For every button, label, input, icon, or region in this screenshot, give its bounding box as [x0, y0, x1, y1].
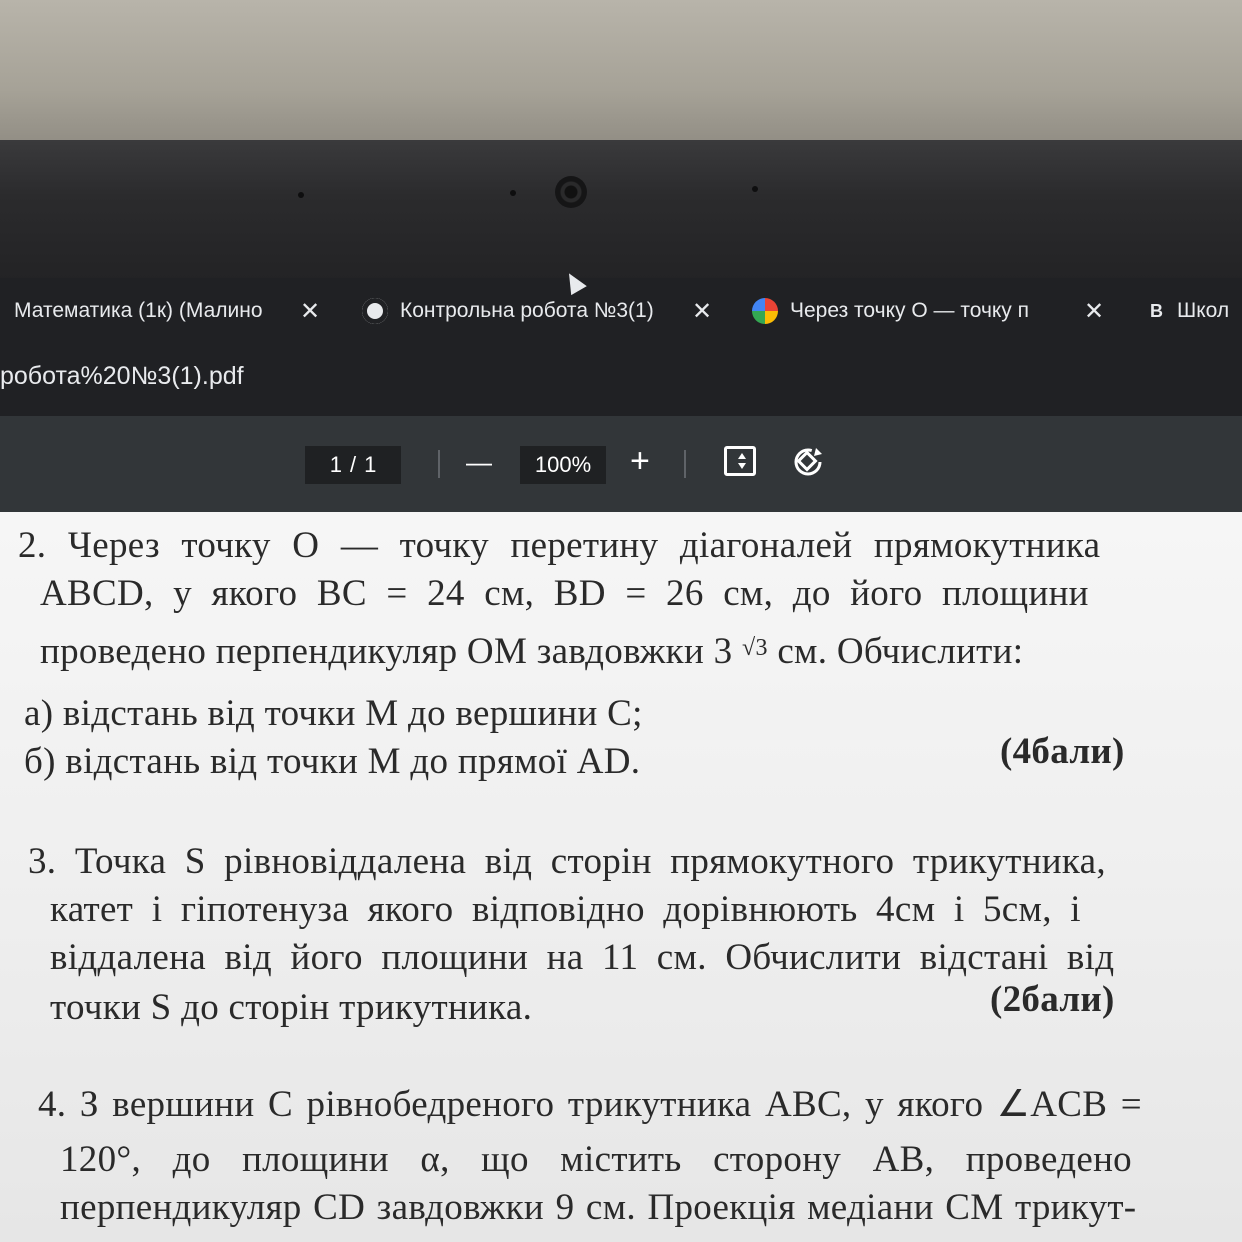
divider — [438, 450, 440, 478]
problem-3-points: (2бали) — [990, 979, 1115, 1020]
zoom-level[interactable]: 100% — [520, 446, 606, 484]
sqrt-expression: √3 — [741, 635, 768, 661]
close-icon[interactable]: ✕ — [1084, 297, 1105, 325]
tab-school[interactable] — [1150, 288, 1242, 334]
problem-2-line-1: 2. Через точку О — точку перетину діагоналей прямокутника — [18, 525, 1101, 566]
problem-2-line-3-text: проведено перпендикуляр ОМ завдовжки 3 — [40, 631, 733, 672]
laptop-bezel — [0, 140, 1242, 280]
sensor-dot — [752, 186, 758, 192]
webcam-icon — [555, 176, 587, 208]
page-current: 1 — [329, 452, 342, 477]
b-icon: B — [1150, 300, 1163, 321]
page-total: 1 — [364, 452, 377, 477]
tab-label: Контрольна робота №3(1) — [400, 299, 654, 322]
problem-2-item-b: б) відстань від точки М до прямої AD. — [24, 741, 641, 782]
browser-tab-bar — [0, 278, 1242, 342]
divider — [684, 450, 686, 478]
pdf-page — [0, 512, 1242, 1242]
close-icon[interactable]: ✕ — [692, 297, 713, 325]
problem-2-line-3 — [40, 630, 1023, 673]
tab-control-work[interactable] — [362, 288, 722, 334]
problem-3-line-3: віддалена від його площини на 11 см. Обчислити відстані від — [50, 937, 1115, 978]
wall-background — [0, 0, 1242, 150]
zoom-in-button[interactable]: + — [630, 442, 650, 480]
sensor-dot — [298, 192, 304, 198]
problem-2-item-a: а) відстань від точки М до вершини С; — [24, 693, 643, 734]
problem-2-line-2: ABCD, у якого BC = 24 см, BD = 26 см, до його площини — [40, 573, 1089, 614]
sensor-dot — [510, 190, 516, 196]
rotate-icon[interactable] — [790, 444, 826, 480]
pdf-toolbar — [0, 416, 1242, 512]
tab-label: Через точку О — точку п — [790, 299, 1030, 322]
problem-2-line-3-tail: см. Обчислити: — [777, 631, 1024, 672]
problem-4-line-1: 4. З вершини С рівнобедреного трикутника АВС, у якого ∠ACB = — [38, 1084, 1142, 1125]
problem-4-line-2: 120°, до площини α, що містить сторону АВ, проведено — [60, 1139, 1132, 1180]
page-separator: / — [349, 452, 357, 477]
fit-page-icon[interactable] — [724, 446, 756, 476]
zoom-out-button[interactable]: — — [466, 447, 492, 477]
close-icon[interactable]: ✕ — [300, 297, 321, 325]
globe-icon — [362, 298, 388, 324]
problem-3-line-4: точки S до сторін трикутника. — [50, 987, 533, 1028]
page-indicator[interactable] — [305, 446, 401, 484]
tab-label: Математика (1к) (Малино — [14, 299, 263, 322]
tab-label: Школ — [1177, 299, 1230, 322]
address-text: робота%20№3(1).pdf — [0, 362, 244, 390]
problem-3-line-2: катет і гіпотенуза якого відповідно дорівнюють 4см і 5см, і — [50, 889, 1081, 930]
tab-google-search[interactable] — [752, 288, 1112, 334]
tab-math[interactable] — [14, 288, 334, 334]
problem-4-line-3: перпендикуляр CD завдовжки 9 см. Проекція медіани СМ трикут- — [60, 1187, 1137, 1228]
problem-2-points: (4бали) — [1000, 731, 1125, 772]
problem-3-line-1: 3. Точка S рівновіддалена від сторін прямокутного трикутника, — [28, 841, 1106, 882]
google-icon — [752, 298, 778, 324]
address-bar[interactable] — [0, 342, 1242, 416]
